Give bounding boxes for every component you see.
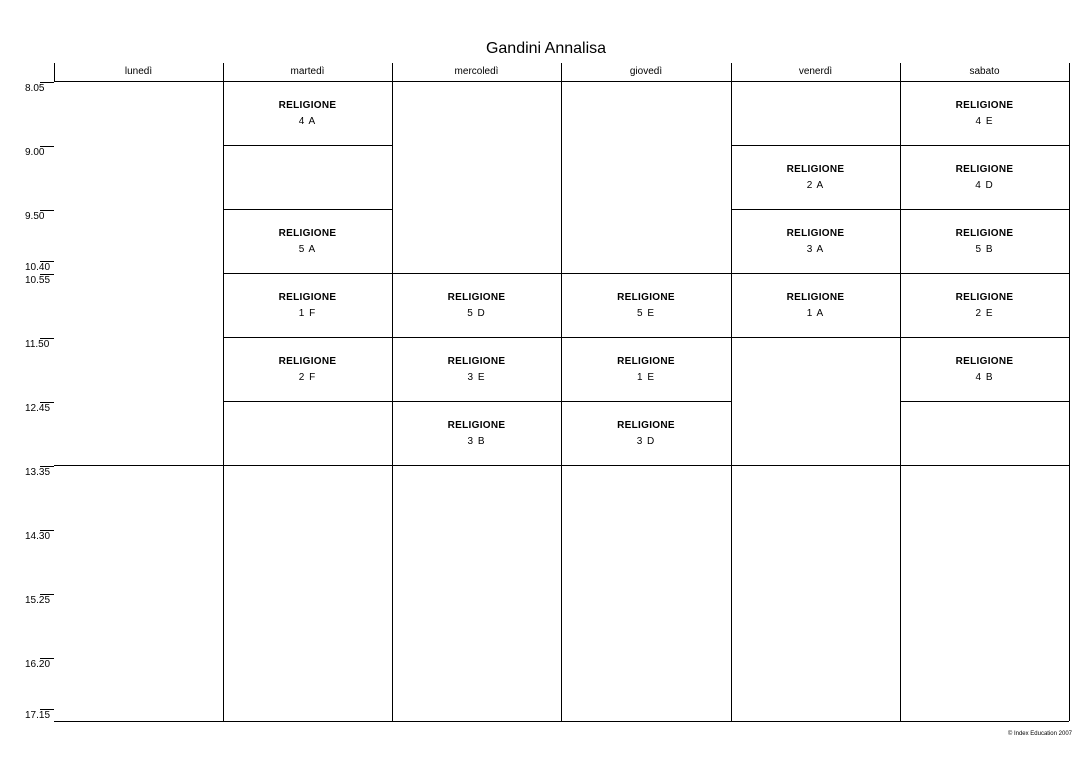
lesson-class: 4 D	[975, 180, 994, 191]
copyright-text: © Index Education 2007	[1007, 731, 1072, 737]
time-tick	[40, 594, 54, 595]
lesson-class: 5 B	[975, 244, 994, 255]
day-header-4: venerdì	[798, 66, 833, 77]
time-label: 10.40	[25, 262, 51, 273]
lesson-class: 4 B	[975, 372, 994, 383]
slot-divider	[900, 337, 1069, 338]
column-divider	[392, 63, 393, 721]
lesson-cell	[223, 290, 392, 322]
slot-divider	[392, 337, 561, 338]
lesson-subject: RELIGIONE	[955, 228, 1014, 239]
lesson-class: 3 A	[806, 244, 825, 255]
slot-divider	[900, 273, 1069, 274]
slot-divider	[900, 209, 1069, 210]
column-divider	[223, 63, 224, 721]
time-label: 10.55	[25, 275, 51, 286]
lesson-cell	[900, 98, 1069, 130]
lesson-cell	[900, 162, 1069, 194]
lesson-cell	[900, 290, 1069, 322]
lesson-subject: RELIGIONE	[447, 420, 506, 431]
slot-divider	[392, 273, 561, 274]
slot-divider	[223, 209, 392, 210]
time-tick	[40, 466, 54, 467]
lesson-subject: RELIGIONE	[617, 292, 675, 303]
lesson-cell	[731, 290, 900, 322]
lesson-cell	[561, 354, 731, 386]
lesson-subject: RELIGIONE	[447, 292, 506, 303]
time-label: 14.30	[25, 531, 51, 542]
lesson-subject: RELIGIONE	[955, 356, 1014, 367]
slot-divider	[223, 337, 392, 338]
lesson-subject: RELIGIONE	[278, 356, 337, 367]
lesson-subject: RELIGIONE	[617, 420, 675, 431]
lesson-cell	[561, 418, 731, 450]
lesson-subject: RELIGIONE	[617, 356, 675, 367]
lesson-class: 1 E	[636, 372, 655, 383]
time-tick	[40, 658, 54, 659]
day-header-3: giovedì	[629, 66, 663, 77]
slot-divider	[731, 273, 900, 274]
slot-divider	[900, 401, 1069, 402]
day-header-1: martedì	[290, 66, 325, 77]
lesson-subject: RELIGIONE	[955, 100, 1014, 111]
slot-divider	[561, 401, 731, 402]
lesson-class: 5 D	[467, 308, 486, 319]
lesson-subject: RELIGIONE	[278, 228, 337, 239]
slot-divider	[223, 273, 392, 274]
slot-divider	[561, 273, 731, 274]
lesson-cell	[392, 290, 561, 322]
slot-divider	[731, 209, 900, 210]
slot-divider	[731, 145, 900, 146]
lesson-subject: RELIGIONE	[955, 164, 1014, 175]
lesson-subject: RELIGIONE	[447, 356, 506, 367]
lesson-class: 4 A	[298, 116, 317, 127]
time-tick	[40, 210, 54, 211]
lesson-class: 3 E	[467, 372, 486, 383]
lesson-class: 2 E	[975, 308, 994, 319]
time-tick	[40, 338, 54, 339]
time-label: 15.25	[25, 595, 51, 606]
lesson-subject: RELIGIONE	[786, 292, 845, 303]
lesson-cell	[900, 226, 1069, 258]
lesson-class: 1 A	[806, 308, 825, 319]
column-divider	[1069, 63, 1070, 721]
column-divider	[561, 63, 562, 721]
time-label: 16.20	[25, 659, 51, 670]
lesson-class: 3 D	[636, 436, 656, 447]
time-tick	[40, 82, 54, 83]
grid-bottom-line	[54, 721, 1069, 722]
afternoon-divider	[54, 465, 1069, 466]
lesson-subject: RELIGIONE	[278, 292, 337, 303]
time-label: 9.50	[25, 211, 45, 222]
time-tick	[40, 274, 54, 275]
slot-divider	[392, 401, 561, 402]
lesson-cell	[731, 162, 900, 194]
time-axis	[0, 0, 60, 763]
lesson-subject: RELIGIONE	[955, 292, 1014, 303]
time-tick	[40, 146, 54, 147]
lesson-cell	[223, 354, 392, 386]
lesson-cell	[731, 226, 900, 258]
lesson-class: 3 B	[467, 436, 486, 447]
lesson-subject: RELIGIONE	[786, 228, 845, 239]
lesson-subject: RELIGIONE	[278, 100, 337, 111]
page-title: Gandini Annalisa	[485, 40, 607, 57]
time-tick	[40, 709, 54, 710]
time-tick	[40, 261, 54, 262]
lesson-cell	[392, 418, 561, 450]
lesson-class: 2 A	[806, 180, 825, 191]
slot-divider	[561, 337, 731, 338]
timetable-grid	[54, 63, 1069, 721]
slot-divider	[223, 145, 392, 146]
slot-divider	[900, 145, 1069, 146]
time-label: 13.35	[25, 467, 51, 478]
lesson-cell	[900, 354, 1069, 386]
lesson-class: 5 A	[298, 244, 317, 255]
time-label: 9.00	[25, 147, 45, 158]
slot-divider	[223, 401, 392, 402]
lesson-cell	[561, 290, 731, 322]
lesson-class: 2 F	[298, 372, 317, 383]
lesson-cell	[223, 98, 392, 130]
header-divider	[54, 81, 1069, 82]
time-label: 11.50	[25, 339, 50, 350]
lesson-subject: RELIGIONE	[786, 164, 845, 175]
time-tick	[40, 402, 54, 403]
lesson-cell	[223, 226, 392, 258]
day-header-0: lunedì	[124, 66, 153, 77]
time-label: 17.15	[25, 710, 51, 721]
time-label: 8.05	[25, 83, 45, 94]
slot-divider	[731, 337, 900, 338]
lesson-class: 1 F	[298, 308, 317, 319]
day-header-2: mercoledì	[454, 66, 499, 77]
lesson-class: 4 E	[975, 116, 994, 127]
lesson-class: 5 E	[636, 308, 655, 319]
time-tick	[40, 530, 54, 531]
time-label: 12.45	[25, 403, 51, 414]
lesson-cell	[392, 354, 561, 386]
day-header-5: sabato	[969, 66, 1000, 77]
